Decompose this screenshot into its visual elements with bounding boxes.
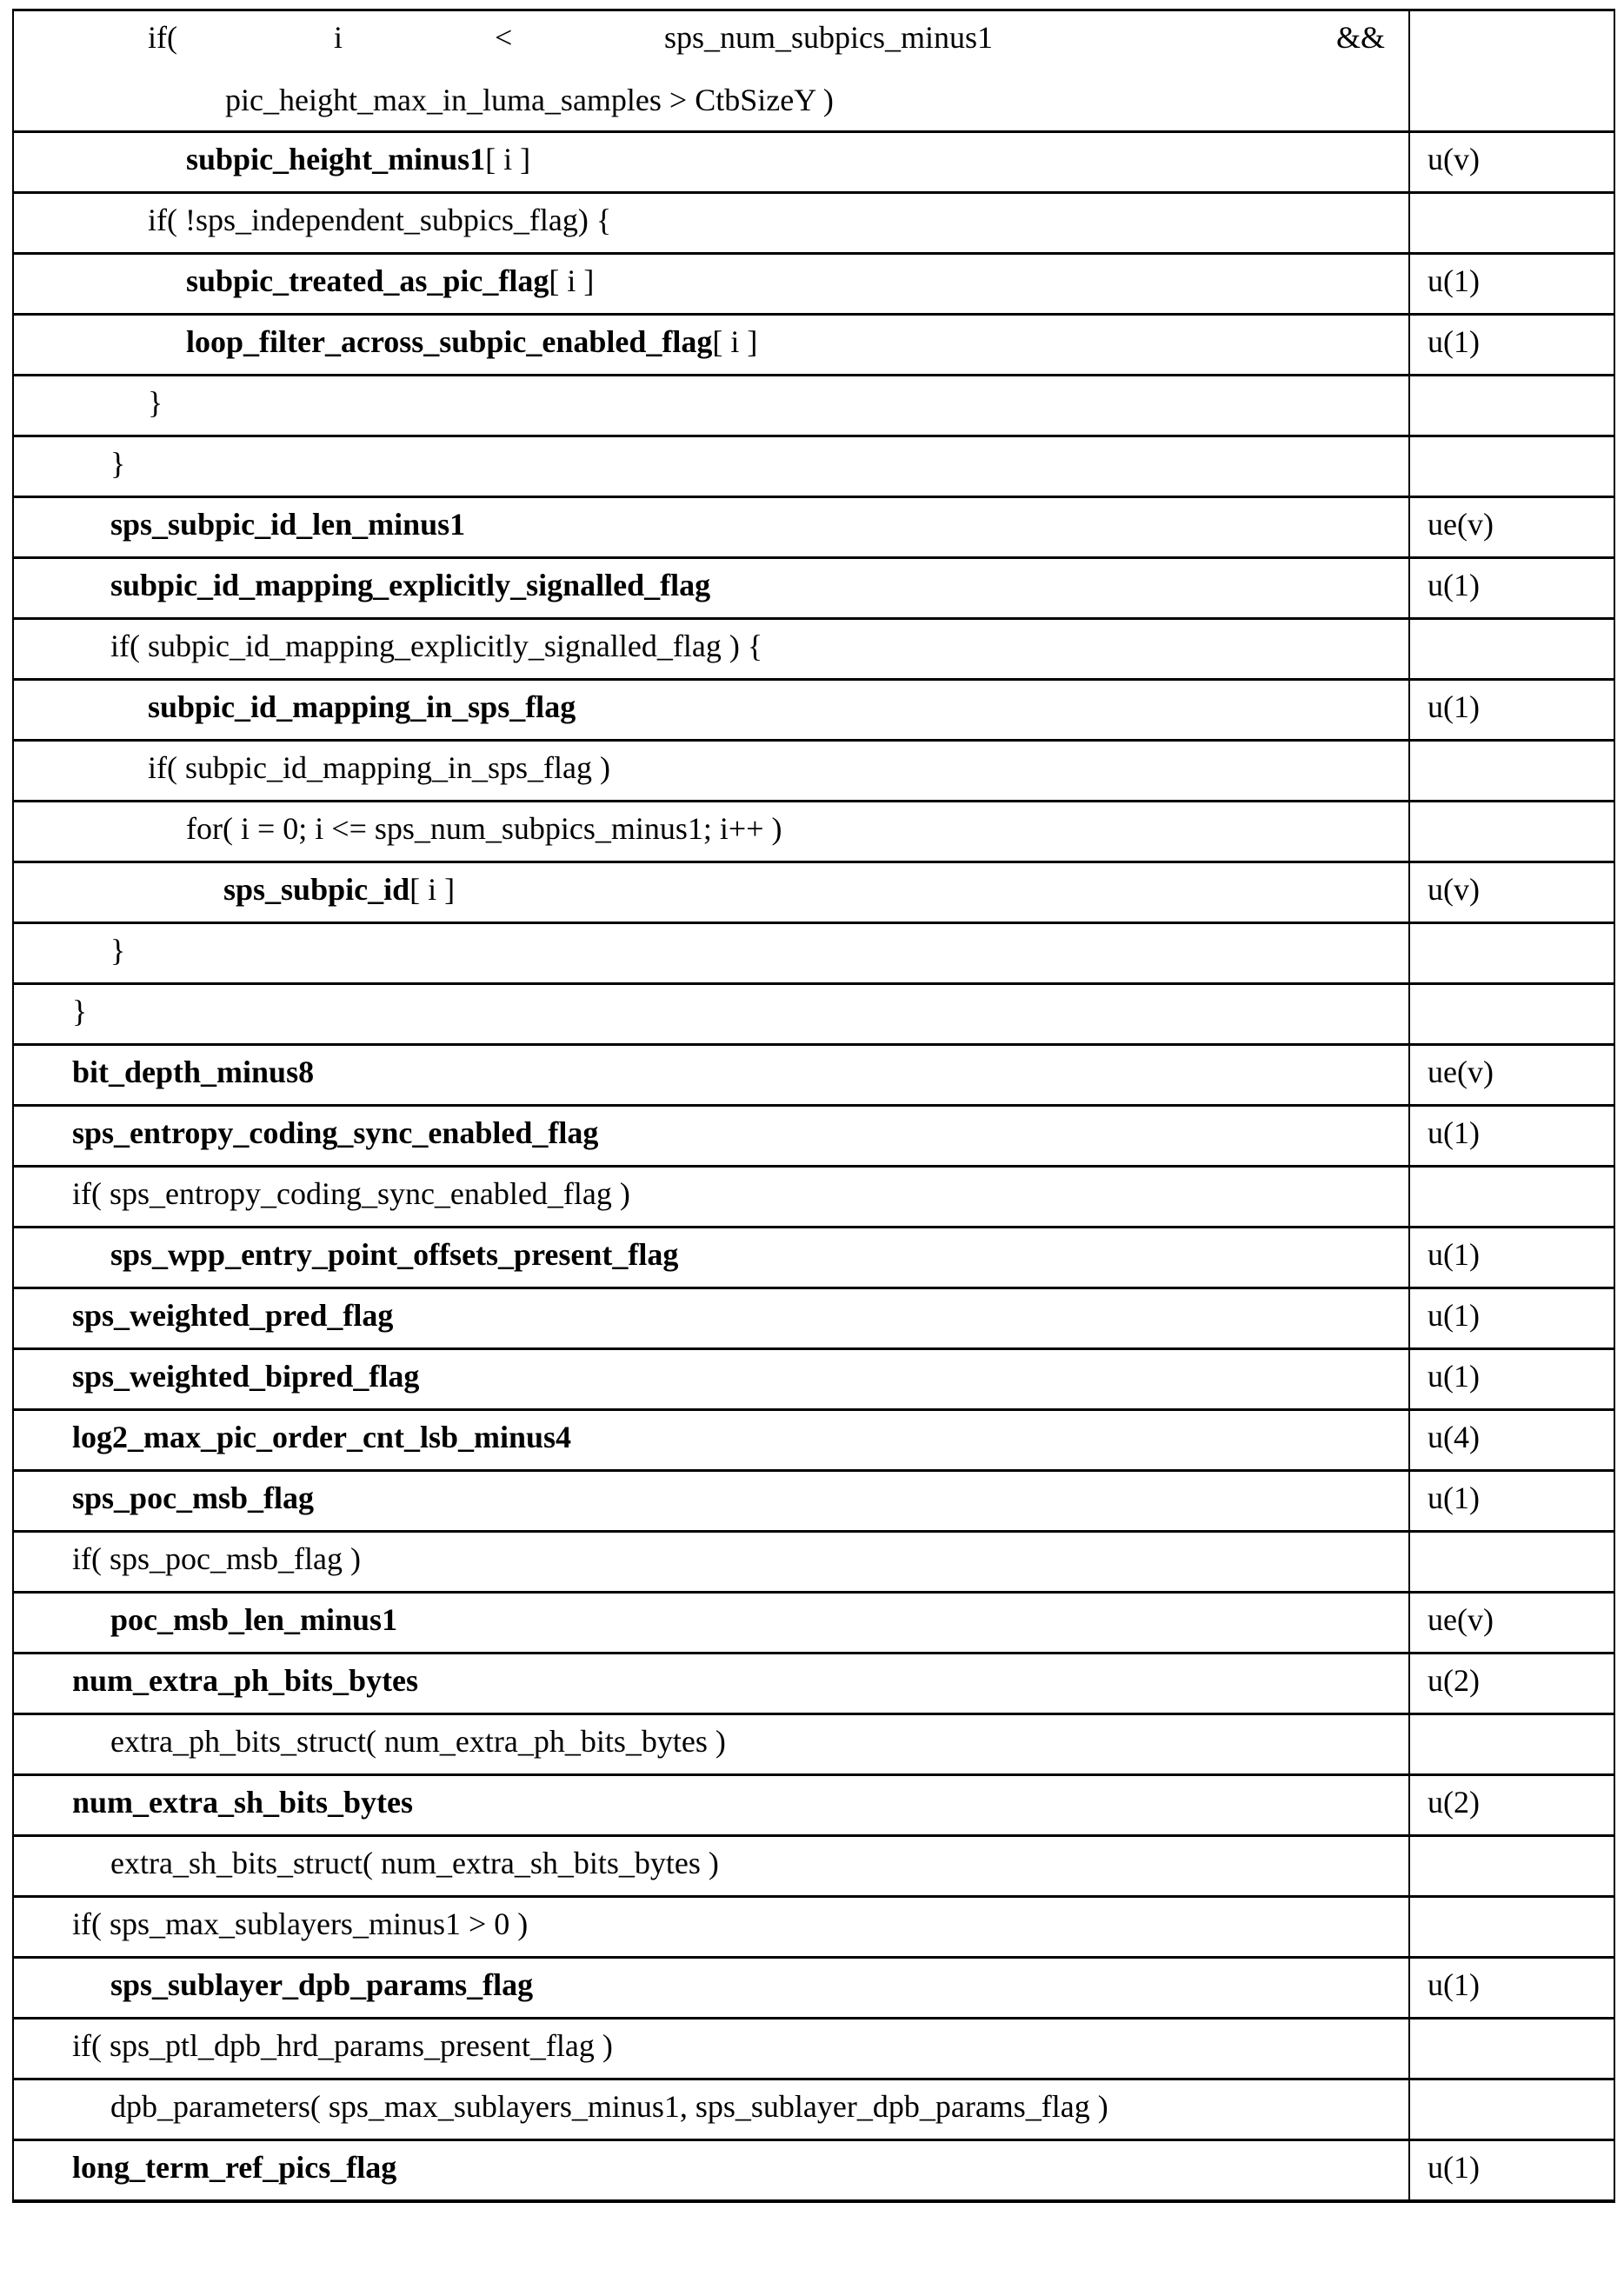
syntax-cell xyxy=(13,1349,1409,1410)
table-row xyxy=(13,1228,1614,1288)
table-row xyxy=(13,741,1614,802)
syntax-element-name: sps_weighted_pred_flag xyxy=(72,1298,394,1333)
condition-continuation: pic_height_max_in_luma_samples > CtbSizeY ) xyxy=(225,83,834,117)
table-row xyxy=(13,2079,1614,2140)
syntax-element xyxy=(14,1228,1408,1270)
syntax-cell xyxy=(13,10,1409,132)
descriptor-cell xyxy=(1409,1349,1614,1410)
descriptor: ue(v) xyxy=(1428,1055,1494,1089)
descriptor-cell xyxy=(1409,1471,1614,1532)
syntax-statement xyxy=(14,1837,1408,1879)
descriptor: u(1) xyxy=(1428,324,1480,359)
descriptor: u(1) xyxy=(1428,2150,1480,2185)
syntax-element xyxy=(14,255,1408,296)
descriptor: u(v) xyxy=(1428,142,1480,176)
syntax-element xyxy=(14,1959,1408,2000)
syntax-statement-text: if( !sps_independent_subpics_flag) { xyxy=(148,203,612,237)
descriptor-cell xyxy=(1409,497,1614,558)
syntax-element-name: sps_wpp_entry_point_offsets_present_flag xyxy=(110,1237,679,1272)
syntax-cell xyxy=(13,497,1409,558)
syntax-element xyxy=(14,681,1408,722)
table-row xyxy=(13,376,1614,436)
descriptor-cell xyxy=(1409,1714,1614,1775)
descriptor: u(v) xyxy=(1428,872,1480,907)
table-row xyxy=(13,1836,1614,1897)
syntax-element-name: subpic_id_mapping_explicitly_signalled_flag xyxy=(110,568,711,602)
syntax-element-name: subpic_height_minus1 xyxy=(186,142,486,176)
descriptor: u(2) xyxy=(1428,1785,1480,1820)
syntax-element-name: sps_poc_msb_flag xyxy=(72,1481,315,1515)
table-row xyxy=(13,2019,1614,2079)
syntax-cell xyxy=(13,1654,1409,1714)
table-row xyxy=(13,193,1614,254)
table-row xyxy=(13,1532,1614,1593)
table-row xyxy=(13,1775,1614,1836)
descriptor-cell xyxy=(1409,2019,1614,2079)
table-row xyxy=(13,1471,1614,1532)
descriptor: u(1) xyxy=(1428,568,1480,602)
table-row xyxy=(13,802,1614,862)
syntax-statement-text: if( sps_max_sublayers_minus1 > 0 ) xyxy=(72,1906,529,1941)
syntax-statement-text: if( sps_poc_msb_flag ) xyxy=(72,1541,361,1576)
syntax-element xyxy=(14,1350,1408,1392)
descriptor-cell xyxy=(1409,1228,1614,1288)
syntax-cell xyxy=(13,1167,1409,1228)
syntax-cell xyxy=(13,1775,1409,1836)
syntax-index-suffix: [ i ] xyxy=(485,142,531,176)
table-row xyxy=(13,1167,1614,1228)
table-row xyxy=(13,619,1614,680)
syntax-element-name: loop_filter_across_subpic_enabled_flag xyxy=(186,324,713,359)
syntax-table xyxy=(12,9,1615,2203)
table-row xyxy=(13,315,1614,376)
syntax-statement-text: } xyxy=(110,446,126,481)
syntax-cell xyxy=(13,984,1409,1045)
syntax-statement-text: extra_sh_bits_struct( num_extra_sh_bits_bytes ) xyxy=(110,1846,719,1880)
syntax-statement-text: if( subpic_id_mapping_in_sps_flag ) xyxy=(148,750,610,785)
descriptor xyxy=(1410,376,1614,387)
syntax-cell xyxy=(13,132,1409,193)
condition-first-line xyxy=(14,22,1408,53)
syntax-element xyxy=(14,559,1408,601)
descriptor-cell xyxy=(1409,1897,1614,1958)
condition-token: if( xyxy=(148,20,177,55)
syntax-element xyxy=(14,133,1408,175)
descriptor: u(2) xyxy=(1428,1663,1480,1698)
syntax-element-name: sps_sublayer_dpb_params_flag xyxy=(110,1967,534,2002)
syntax-cell xyxy=(13,862,1409,923)
descriptor xyxy=(1410,802,1614,813)
descriptor-cell xyxy=(1409,193,1614,254)
syntax-statement-text: dpb_parameters( sps_max_sublayers_minus1, sps_sublayer_dpb_params_flag ) xyxy=(110,2089,1108,2124)
syntax-element-name: sps_weighted_bipred_flag xyxy=(72,1359,420,1394)
descriptor xyxy=(1410,620,1614,630)
syntax-statement-text: extra_ph_bits_struct( num_extra_ph_bits_bytes ) xyxy=(110,1724,726,1759)
descriptor: u(1) xyxy=(1428,1115,1480,1150)
syntax-element xyxy=(14,1654,1408,1696)
descriptor-cell xyxy=(1409,558,1614,619)
descriptor-cell xyxy=(1409,2079,1614,2140)
syntax-cell xyxy=(13,1714,1409,1775)
syntax-cell xyxy=(13,1836,1409,1897)
syntax-cell xyxy=(13,315,1409,376)
syntax-element xyxy=(14,1594,1408,1635)
descriptor xyxy=(1410,437,1614,448)
syntax-element-name: sps_entropy_coding_sync_enabled_flag xyxy=(72,1115,599,1150)
syntax-element-name: num_extra_sh_bits_bytes xyxy=(72,1785,414,1820)
syntax-cell xyxy=(13,2079,1409,2140)
descriptor-cell xyxy=(1409,1593,1614,1654)
syntax-statement-text: if( sps_ptl_dpb_hrd_params_present_flag ) xyxy=(72,2028,613,2063)
syntax-index-suffix: [ i ] xyxy=(712,324,758,359)
descriptor xyxy=(1410,985,1614,995)
syntax-statement-text: } xyxy=(72,994,88,1028)
syntax-statement-text: for( i = 0; i <= sps_num_subpics_minus1; i++ ) xyxy=(186,811,782,846)
descriptor-cell xyxy=(1409,680,1614,741)
descriptor-cell xyxy=(1409,1532,1614,1593)
syntax-element xyxy=(14,316,1408,357)
table-row xyxy=(13,923,1614,984)
descriptor-cell xyxy=(1409,619,1614,680)
table-row xyxy=(13,1288,1614,1349)
syntax-statement xyxy=(14,2080,1408,2122)
descriptor xyxy=(1410,1837,1614,1847)
descriptor-cell xyxy=(1409,436,1614,497)
syntax-statement xyxy=(14,802,1408,844)
syntax-element xyxy=(14,863,1408,905)
syntax-statement xyxy=(14,620,1408,662)
descriptor-cell xyxy=(1409,1167,1614,1228)
syntax-element xyxy=(14,1776,1408,1818)
descriptor: u(1) xyxy=(1428,1359,1480,1394)
syntax-cell xyxy=(13,1410,1409,1471)
syntax-statement xyxy=(14,194,1408,236)
table-row xyxy=(13,1654,1614,1714)
syntax-table-body xyxy=(13,10,1614,2202)
descriptor-cell xyxy=(1409,741,1614,802)
syntax-statement-text: } xyxy=(148,385,163,420)
syntax-element xyxy=(14,498,1408,540)
descriptor: u(1) xyxy=(1428,263,1480,298)
syntax-cell xyxy=(13,1228,1409,1288)
descriptor: u(1) xyxy=(1428,1481,1480,1515)
syntax-statement xyxy=(14,1898,1408,1940)
descriptor-cell xyxy=(1409,10,1614,132)
syntax-cell xyxy=(13,254,1409,315)
descriptor xyxy=(1410,1898,1614,1908)
syntax-statement xyxy=(14,2019,1408,2061)
syntax-cell xyxy=(13,802,1409,862)
table-row xyxy=(13,132,1614,193)
syntax-index-suffix: [ i ] xyxy=(409,872,456,907)
syntax-element-name: subpic_id_mapping_in_sps_flag xyxy=(148,689,576,724)
syntax-cell xyxy=(13,2140,1409,2202)
table-row xyxy=(13,436,1614,497)
syntax-cell xyxy=(13,1532,1409,1593)
descriptor-cell xyxy=(1409,315,1614,376)
descriptor xyxy=(1410,924,1614,935)
descriptor-cell xyxy=(1409,862,1614,923)
syntax-cell xyxy=(13,1045,1409,1106)
syntax-statement xyxy=(14,1533,1408,1574)
table-row xyxy=(13,1349,1614,1410)
descriptor-cell xyxy=(1409,376,1614,436)
table-row xyxy=(13,1714,1614,1775)
syntax-cell xyxy=(13,1471,1409,1532)
syntax-element xyxy=(14,1046,1408,1088)
syntax-statement xyxy=(14,376,1408,418)
descriptor-cell xyxy=(1409,802,1614,862)
syntax-element-name: sps_subpic_id xyxy=(223,872,410,907)
descriptor-cell xyxy=(1409,254,1614,315)
descriptor-cell xyxy=(1409,1045,1614,1106)
table-row xyxy=(13,558,1614,619)
descriptor xyxy=(1410,2080,1614,2091)
syntax-statement xyxy=(14,437,1408,479)
descriptor-cell xyxy=(1409,1288,1614,1349)
descriptor xyxy=(1410,1533,1614,1543)
syntax-element-name: bit_depth_minus8 xyxy=(72,1055,315,1089)
descriptor-cell xyxy=(1409,1958,1614,2019)
syntax-cell xyxy=(13,1897,1409,1958)
syntax-cell xyxy=(13,741,1409,802)
descriptor xyxy=(1410,1168,1614,1178)
descriptor-cell xyxy=(1409,923,1614,984)
descriptor xyxy=(1410,11,1614,22)
syntax-element xyxy=(14,1289,1408,1331)
table-row xyxy=(13,10,1614,132)
descriptor: u(1) xyxy=(1428,689,1480,724)
syntax-element-name: long_term_ref_pics_flag xyxy=(72,2150,397,2185)
table-row xyxy=(13,680,1614,741)
condition-token: sps_num_subpics_minus1 xyxy=(664,20,994,55)
syntax-cell xyxy=(13,436,1409,497)
syntax-statement-text: if( sps_entropy_coding_sync_enabled_flag ) xyxy=(72,1176,630,1211)
table-row xyxy=(13,2140,1614,2202)
syntax-element-name: log2_max_pic_order_cnt_lsb_minus4 xyxy=(72,1420,572,1454)
syntax-statement-text: } xyxy=(110,933,126,968)
descriptor xyxy=(1410,194,1614,204)
syntax-cell xyxy=(13,1593,1409,1654)
table-row xyxy=(13,1897,1614,1958)
table-row xyxy=(13,1106,1614,1167)
table-row xyxy=(13,1593,1614,1654)
condition-token: && xyxy=(1336,20,1386,55)
syntax-cell xyxy=(13,376,1409,436)
descriptor-cell xyxy=(1409,1106,1614,1167)
syntax-cell xyxy=(13,619,1409,680)
syntax-cell xyxy=(13,1106,1409,1167)
syntax-statement xyxy=(14,924,1408,966)
syntax-statement xyxy=(14,1168,1408,1209)
descriptor xyxy=(1410,1715,1614,1726)
descriptor-cell xyxy=(1409,2140,1614,2202)
condition-token: < xyxy=(495,20,513,55)
syntax-cell xyxy=(13,558,1409,619)
syntax-statement-text: if( subpic_id_mapping_explicitly_signalled_flag ) { xyxy=(110,629,763,663)
table-row xyxy=(13,1410,1614,1471)
descriptor-cell xyxy=(1409,1775,1614,1836)
table-row xyxy=(13,497,1614,558)
descriptor: u(4) xyxy=(1428,1420,1480,1454)
syntax-element-name: poc_msb_len_minus1 xyxy=(110,1602,398,1637)
syntax-cell xyxy=(13,2019,1409,2079)
syntax-cell xyxy=(13,680,1409,741)
descriptor: u(1) xyxy=(1428,1298,1480,1333)
syntax-element-name: sps_subpic_id_len_minus1 xyxy=(110,507,466,542)
descriptor: u(1) xyxy=(1428,1967,1480,2002)
table-row xyxy=(13,862,1614,923)
syntax-element xyxy=(14,2141,1408,2183)
syntax-element xyxy=(14,1411,1408,1453)
table-row xyxy=(13,254,1614,315)
syntax-cell xyxy=(13,193,1409,254)
syntax-cell xyxy=(13,1958,1409,2019)
syntax-element xyxy=(14,1107,1408,1148)
descriptor: ue(v) xyxy=(1428,1602,1494,1637)
table-row xyxy=(13,984,1614,1045)
descriptor: u(1) xyxy=(1428,1237,1480,1272)
descriptor-cell xyxy=(1409,132,1614,193)
syntax-condition xyxy=(14,11,1408,116)
syntax-cell xyxy=(13,923,1409,984)
descriptor-cell xyxy=(1409,1654,1614,1714)
descriptor xyxy=(1410,742,1614,752)
syntax-statement xyxy=(14,985,1408,1027)
condition-token: i xyxy=(334,20,343,55)
descriptor: ue(v) xyxy=(1428,507,1494,542)
syntax-element-name: subpic_treated_as_pic_flag xyxy=(186,263,549,298)
descriptor xyxy=(1410,2019,1614,2030)
descriptor-cell xyxy=(1409,984,1614,1045)
syntax-statement xyxy=(14,742,1408,783)
syntax-cell xyxy=(13,1288,1409,1349)
table-row xyxy=(13,1958,1614,2019)
syntax-statement xyxy=(14,1715,1408,1757)
syntax-element xyxy=(14,1472,1408,1514)
syntax-element-name: num_extra_ph_bits_bytes xyxy=(72,1663,419,1698)
syntax-index-suffix: [ i ] xyxy=(549,263,595,298)
descriptor-cell xyxy=(1409,1836,1614,1897)
descriptor-cell xyxy=(1409,1410,1614,1471)
table-row xyxy=(13,1045,1614,1106)
